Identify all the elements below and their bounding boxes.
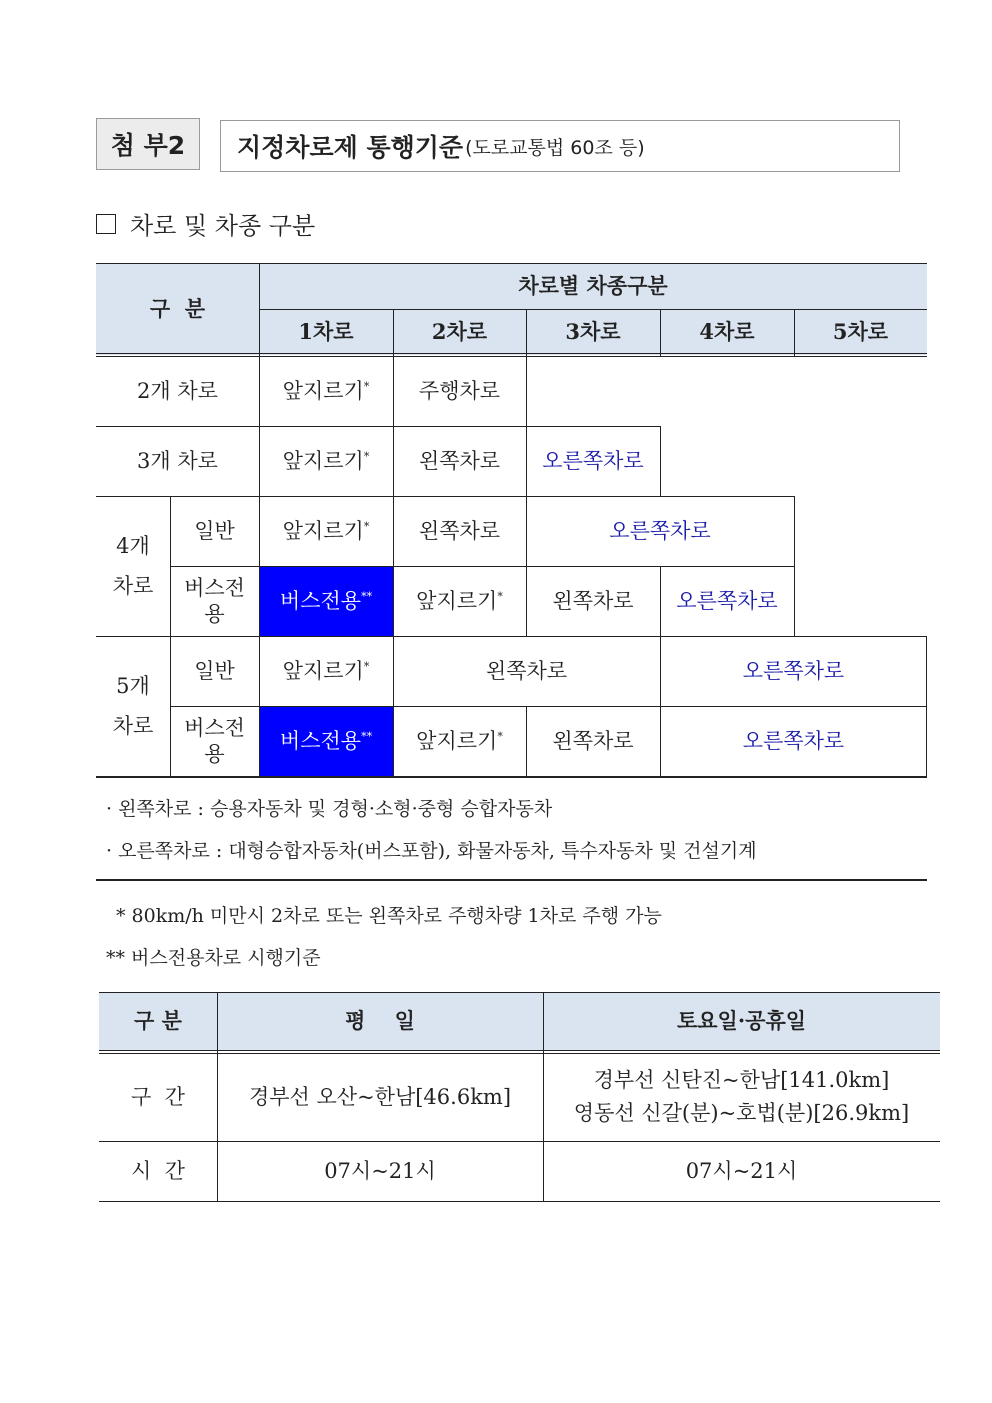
table-border [170, 706, 927, 707]
document-title-main: 지정차로제 통행기준 [237, 133, 464, 162]
cell-text: 앞지르기 [416, 588, 498, 613]
cell-text: 앞지르기 [282, 378, 364, 403]
row-5lane-bus-lane2 [393, 706, 526, 776]
lane-table-corner-header [96, 263, 259, 355]
table-border [217, 992, 218, 1202]
table-border [526, 309, 527, 356]
row-5lane-bus-lane45: 오른쪽차로 [742, 728, 845, 753]
lane-header-2: 2차로 [393, 309, 526, 355]
row-2lane-lane1 [259, 356, 393, 426]
footnote-mark: * [497, 730, 503, 744]
schedule-row-section-weekday: 경부선 오산~한남[46.6km] [248, 1084, 512, 1109]
footnote-mark: * [363, 660, 370, 674]
row-4lane-label [96, 496, 170, 636]
cell-text: 앞지르기 [416, 728, 498, 753]
row-3lane-label: 3개 차로 [137, 448, 218, 473]
row-5lane-normal-lane45: 오른쪽차로 [742, 658, 845, 683]
holiday-line1: 경부선 신탄진~한남[141.0km] [593, 1068, 890, 1093]
row-5lane-bus-lane3: 왼쪽차로 [552, 728, 634, 753]
table-border [543, 992, 544, 1202]
footnote-mark: * [363, 520, 370, 534]
row-5lane-label [96, 636, 170, 776]
footnote-mark: * [497, 590, 503, 604]
row-4lane-bus-lane2 [393, 566, 526, 636]
table-border [259, 263, 260, 776]
table-border [99, 1201, 940, 1202]
schedule-row-section-holiday [543, 1053, 940, 1141]
row-4lane-bus-lane1 [259, 566, 393, 636]
table-border [170, 566, 794, 567]
row-5lane-normal-label: 일반 [194, 658, 235, 683]
corner-header-text: 구 분 [149, 295, 206, 321]
row-5lane-normal-lane1 [259, 636, 393, 706]
cell-text: 버스전용 [279, 588, 362, 613]
row-4lane-normal-lane34: 오른쪽차로 [609, 518, 711, 543]
table-border [96, 356, 927, 357]
schedule-header-category: 구 분 [99, 992, 217, 1050]
schedule-table [99, 992, 940, 1202]
table-border [926, 636, 927, 777]
label-line1: 버스전 [184, 575, 245, 600]
table-border [660, 309, 661, 356]
label-top: 5개 [116, 673, 150, 698]
footnote-single: * 80km/h 미만시 2차로 또는 왼쪽차로 주행차량 1차로 주행 가능 [116, 905, 662, 927]
section-heading-text: 차로 및 차종 구분 [130, 212, 316, 240]
label-line2: 용 [204, 742, 225, 766]
table-border [96, 496, 794, 497]
row-3lane-lane3: 오른쪽차로 [542, 448, 644, 473]
schedule-row-time-weekday: 07시~21시 [324, 1158, 436, 1183]
footnote-mark: ** [361, 590, 373, 604]
group-header-text: 차로별 차종구분 [518, 272, 668, 298]
checkbox-square-icon [96, 214, 116, 234]
footnote-mark: ** [361, 730, 373, 744]
row-5lane-bus-label [170, 706, 259, 776]
table-border [794, 496, 795, 636]
document-title [220, 120, 900, 172]
cell-text: 버스전용 [279, 728, 362, 753]
cell-text: 앞지르기 [282, 658, 364, 683]
table-border [660, 566, 661, 776]
lane-header-3: 3차로 [526, 309, 660, 355]
label-bottom: 차로 [112, 714, 154, 738]
table-border [99, 1141, 940, 1142]
table-border [526, 356, 527, 566]
attachment-label [96, 118, 200, 170]
row-2lane-lane2: 주행차로 [418, 378, 501, 403]
table-border [96, 353, 927, 354]
table-border [526, 566, 527, 636]
table-border [259, 309, 927, 310]
schedule-header-holiday: 토요일·공휴일 [543, 992, 940, 1050]
row-4lane-normal-label: 일반 [194, 518, 235, 543]
schedule-row-time-label: 시 간 [131, 1158, 185, 1183]
table-border [99, 1053, 940, 1054]
attachment-label-text: 첨 부2 [110, 131, 186, 160]
label-line2: 용 [204, 602, 225, 626]
note-right-lane: · 오른쪽차로 : 대형승합자동차(버스포함), 화물자동차, 특수자동차 및 건설기계 [106, 840, 757, 862]
label-line1: 버스전 [184, 715, 245, 740]
table-border [99, 992, 940, 993]
row-3lane-lane2: 왼쪽차로 [418, 448, 501, 473]
label-bottom: 차로 [112, 574, 154, 598]
row-3lane-lane1 [259, 426, 393, 496]
row-4lane-bus-label [170, 566, 259, 636]
row-4lane-bus-lane3: 왼쪽차로 [552, 588, 634, 613]
cell-text: 앞지르기 [282, 448, 364, 473]
row-2lane-label: 2개 차로 [137, 378, 218, 403]
table-border [96, 636, 927, 637]
label-top: 4개 [116, 533, 150, 558]
table-border [96, 263, 927, 264]
document-title-sub: (도로교통법 60조 등) [465, 136, 645, 159]
table-border [170, 496, 171, 776]
footnote-double: ** 버스전용차로 시행기준 [106, 947, 321, 969]
table-border [526, 706, 527, 776]
lane-header-1: 1차로 [259, 309, 393, 355]
cell-text: 앞지르기 [282, 518, 364, 543]
table-border [96, 776, 927, 778]
lane-header-5: 5차로 [794, 309, 927, 355]
notes-divider [96, 879, 927, 881]
table-border [393, 309, 394, 776]
section-heading [96, 206, 315, 241]
table-border [794, 309, 795, 356]
footnote-mark: * [363, 450, 370, 464]
row-4lane-bus-lane4: 오른쪽차로 [676, 588, 778, 613]
note-left-lane: · 왼쪽차로 : 승용자동차 및 경형·소형·중형 승합자동차 [106, 798, 553, 820]
schedule-row-time-holiday: 07시~21시 [685, 1158, 798, 1183]
schedule-header-weekday: 평 일 [217, 992, 543, 1050]
table-border [96, 426, 660, 427]
schedule-row-section-label: 구 간 [131, 1084, 185, 1109]
table-border [99, 1050, 940, 1051]
row-5lane-bus-lane1 [259, 706, 393, 776]
footnote-mark: * [363, 380, 370, 394]
row-4lane-normal-lane1 [259, 496, 393, 566]
table-border [660, 426, 661, 496]
lane-header-4: 4차로 [660, 309, 794, 355]
holiday-line2: 영동선 신갈(분)~호법(분)[26.9km] [573, 1101, 910, 1125]
lane-group-header [259, 263, 927, 309]
row-5lane-normal-lane23: 왼쪽차로 [485, 658, 568, 683]
row-4lane-normal-lane2: 왼쪽차로 [418, 518, 501, 543]
